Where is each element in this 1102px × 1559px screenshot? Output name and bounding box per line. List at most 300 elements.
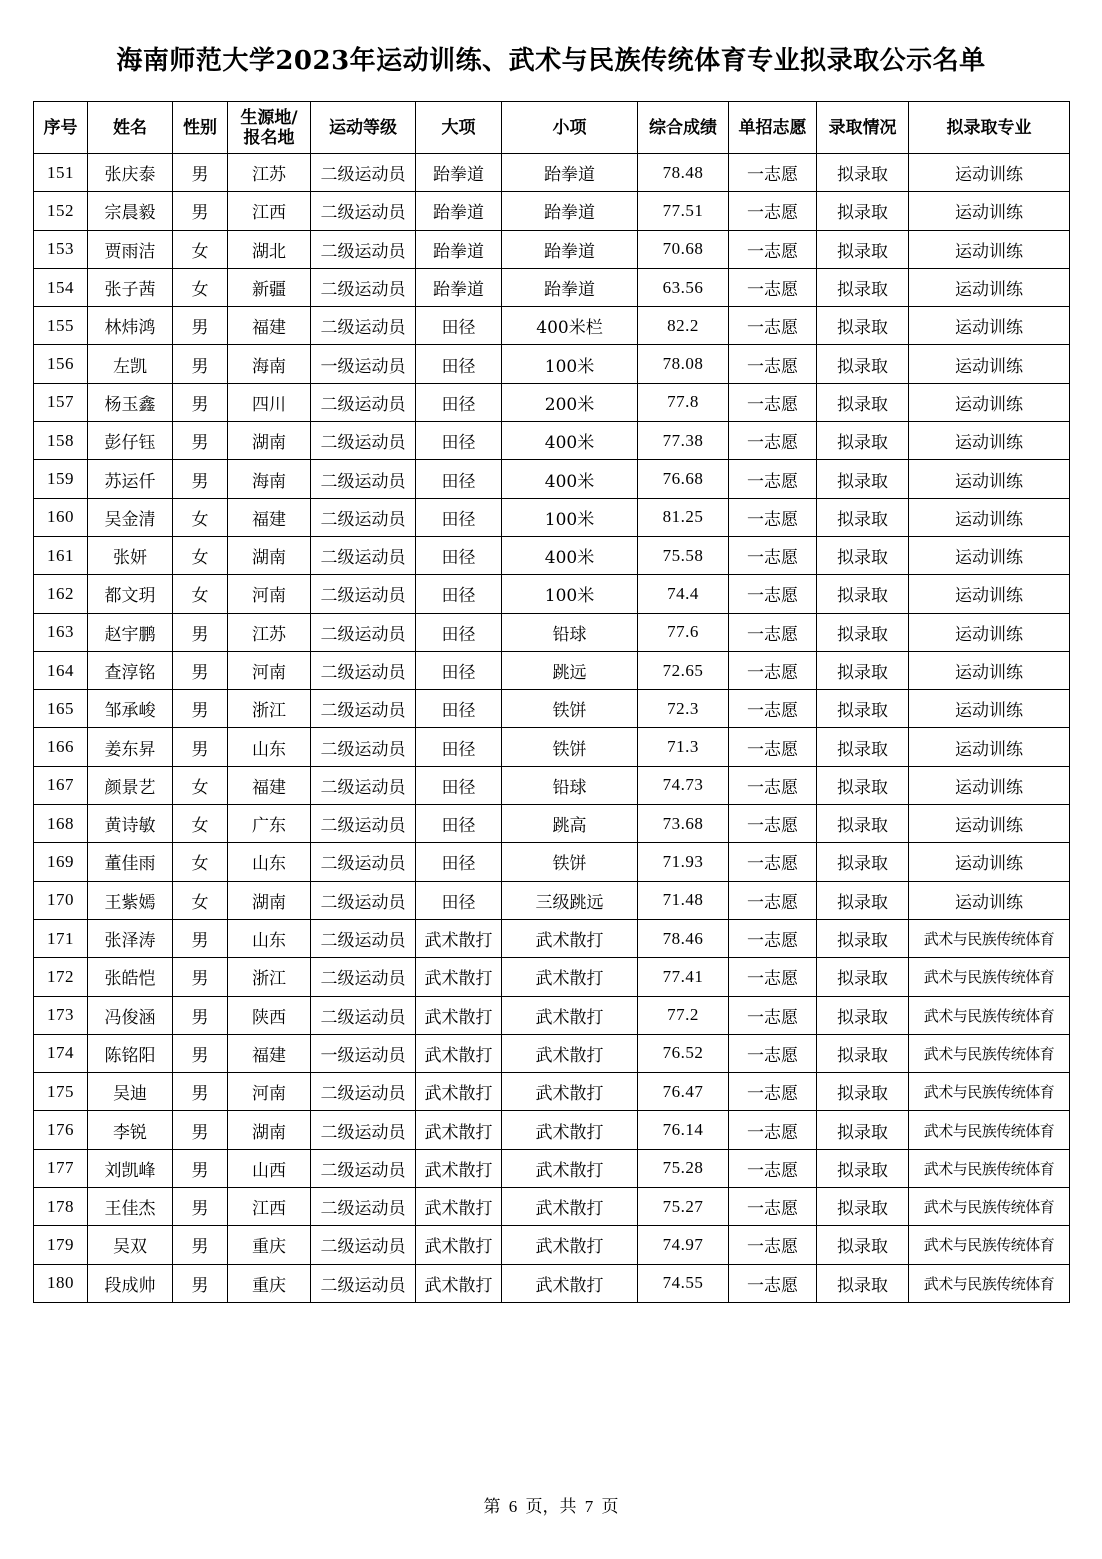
cell-name: 王紫嫣 <box>88 881 173 919</box>
cell-seq: 164 <box>34 651 88 689</box>
table-row <box>34 1111 1070 1149</box>
table-row <box>34 192 1070 230</box>
cell-seq: 166 <box>34 728 88 766</box>
cell-level: 二级运动员 <box>311 690 416 728</box>
header-seq: 序号 <box>34 102 88 154</box>
cell-event: 田径 <box>416 307 502 345</box>
table-row <box>34 575 1070 613</box>
cell-event: 田径 <box>416 613 502 651</box>
cell-level: 二级运动员 <box>311 843 416 881</box>
cell-level: 二级运动员 <box>311 154 416 192</box>
cell-level: 二级运动员 <box>311 498 416 536</box>
cell-gender: 女 <box>173 498 228 536</box>
footer-suffix: 页 <box>601 1497 619 1516</box>
cell-gender: 男 <box>173 958 228 996</box>
cell-event: 田径 <box>416 728 502 766</box>
cell-level: 二级运动员 <box>311 460 416 498</box>
cell-seq: 154 <box>34 268 88 306</box>
cell-major: 运动训练 <box>909 651 1070 689</box>
cell-event: 田径 <box>416 766 502 804</box>
table-row <box>34 1034 1070 1072</box>
cell-score: 77.8 <box>638 383 729 421</box>
table-row <box>34 613 1070 651</box>
table-row <box>34 690 1070 728</box>
cell-major: 武术与民族传统体育 <box>909 1226 1070 1264</box>
cell-origin: 广东 <box>228 805 311 843</box>
cell-event: 武术散打 <box>416 1149 502 1187</box>
cell-seq: 152 <box>34 192 88 230</box>
cell-origin: 湖南 <box>228 881 311 919</box>
cell-gender: 男 <box>173 1188 228 1226</box>
cell-major: 运动训练 <box>909 422 1070 460</box>
cell-major: 运动训练 <box>909 613 1070 651</box>
header-score: 综合成绩 <box>638 102 729 154</box>
cell-score: 81.25 <box>638 498 729 536</box>
cell-choice: 一志愿 <box>729 1188 817 1226</box>
cell-name: 董佳雨 <box>88 843 173 881</box>
cell-event: 田径 <box>416 881 502 919</box>
cell-score: 75.27 <box>638 1188 729 1226</box>
cell-gender: 男 <box>173 690 228 728</box>
cell-choice: 一志愿 <box>729 154 817 192</box>
table-body <box>34 154 1070 1303</box>
cell-level: 二级运动员 <box>311 651 416 689</box>
cell-seq: 157 <box>34 383 88 421</box>
cell-gender: 男 <box>173 613 228 651</box>
cell-name: 张皓恺 <box>88 958 173 996</box>
admission-table <box>33 101 1070 1303</box>
cell-seq: 180 <box>34 1264 88 1302</box>
cell-score: 78.46 <box>638 919 729 957</box>
cell-origin: 陕西 <box>228 996 311 1034</box>
cell-choice: 一志愿 <box>729 345 817 383</box>
cell-seq: 179 <box>34 1226 88 1264</box>
cell-name: 苏运仟 <box>88 460 173 498</box>
cell-choice: 一志愿 <box>729 996 817 1034</box>
cell-gender: 男 <box>173 307 228 345</box>
header-major: 拟录取专业 <box>909 102 1070 154</box>
cell-score: 74.4 <box>638 575 729 613</box>
cell-gender: 女 <box>173 268 228 306</box>
table-row <box>34 843 1070 881</box>
cell-score: 76.52 <box>638 1034 729 1072</box>
cell-choice: 一志愿 <box>729 805 817 843</box>
cell-subevent: 100米 <box>502 345 638 383</box>
cell-name: 赵宇鹏 <box>88 613 173 651</box>
cell-origin: 湖南 <box>228 536 311 574</box>
cell-subevent: 铅球 <box>502 766 638 804</box>
cell-seq: 160 <box>34 498 88 536</box>
cell-score: 75.28 <box>638 1149 729 1187</box>
cell-major: 运动训练 <box>909 843 1070 881</box>
table-row <box>34 958 1070 996</box>
cell-name: 刘凯峰 <box>88 1149 173 1187</box>
cell-name: 左凯 <box>88 345 173 383</box>
cell-event: 武术散打 <box>416 958 502 996</box>
table-row <box>34 383 1070 421</box>
cell-major: 运动训练 <box>909 881 1070 919</box>
cell-name: 黄诗敏 <box>88 805 173 843</box>
header-status: 录取情况 <box>817 102 909 154</box>
cell-score: 77.38 <box>638 422 729 460</box>
cell-choice: 一志愿 <box>729 881 817 919</box>
cell-event: 武术散打 <box>416 1264 502 1302</box>
cell-major: 运动训练 <box>909 728 1070 766</box>
footer-total-pages: 7 <box>584 1497 594 1516</box>
cell-gender: 男 <box>173 345 228 383</box>
cell-seq: 168 <box>34 805 88 843</box>
cell-origin: 江西 <box>228 1188 311 1226</box>
cell-level: 二级运动员 <box>311 613 416 651</box>
cell-seq: 178 <box>34 1188 88 1226</box>
cell-gender: 男 <box>173 651 228 689</box>
cell-choice: 一志愿 <box>729 958 817 996</box>
cell-score: 71.48 <box>638 881 729 919</box>
cell-seq: 163 <box>34 613 88 651</box>
cell-gender: 女 <box>173 881 228 919</box>
cell-origin: 重庆 <box>228 1264 311 1302</box>
cell-event: 跆拳道 <box>416 192 502 230</box>
cell-gender: 男 <box>173 422 228 460</box>
cell-gender: 女 <box>173 230 228 268</box>
cell-name: 张子茜 <box>88 268 173 306</box>
table-row <box>34 498 1070 536</box>
cell-origin: 河南 <box>228 575 311 613</box>
cell-status: 拟录取 <box>817 805 909 843</box>
cell-origin: 福建 <box>228 307 311 345</box>
cell-gender: 男 <box>173 1073 228 1111</box>
header-choice: 单招志愿 <box>729 102 817 154</box>
cell-status: 拟录取 <box>817 843 909 881</box>
cell-level: 二级运动员 <box>311 422 416 460</box>
cell-event: 跆拳道 <box>416 154 502 192</box>
cell-name: 宗晨毅 <box>88 192 173 230</box>
cell-status: 拟录取 <box>817 996 909 1034</box>
cell-gender: 男 <box>173 1264 228 1302</box>
cell-event: 武术散打 <box>416 996 502 1034</box>
cell-event: 田径 <box>416 575 502 613</box>
cell-score: 71.93 <box>638 843 729 881</box>
cell-gender: 男 <box>173 460 228 498</box>
cell-score: 77.51 <box>638 192 729 230</box>
cell-choice: 一志愿 <box>729 690 817 728</box>
cell-subevent: 武术散打 <box>502 1034 638 1072</box>
cell-score: 72.3 <box>638 690 729 728</box>
cell-gender: 男 <box>173 919 228 957</box>
cell-subevent: 武术散打 <box>502 1188 638 1226</box>
cell-name: 张泽涛 <box>88 919 173 957</box>
footer-prefix: 第 <box>483 1497 501 1516</box>
cell-gender: 女 <box>173 536 228 574</box>
cell-subevent: 武术散打 <box>502 919 638 957</box>
cell-origin: 海南 <box>228 460 311 498</box>
cell-status: 拟录取 <box>817 154 909 192</box>
cell-origin: 浙江 <box>228 690 311 728</box>
cell-major: 武术与民族传统体育 <box>909 1034 1070 1072</box>
cell-origin: 江西 <box>228 192 311 230</box>
header-gender: 性别 <box>173 102 228 154</box>
cell-score: 77.2 <box>638 996 729 1034</box>
cell-event: 田径 <box>416 805 502 843</box>
cell-origin: 江苏 <box>228 154 311 192</box>
cell-gender: 男 <box>173 1149 228 1187</box>
cell-status: 拟录取 <box>817 919 909 957</box>
cell-gender: 男 <box>173 1226 228 1264</box>
cell-origin: 山东 <box>228 919 311 957</box>
cell-level: 二级运动员 <box>311 383 416 421</box>
cell-status: 拟录取 <box>817 1188 909 1226</box>
cell-major: 运动训练 <box>909 536 1070 574</box>
cell-score: 77.6 <box>638 613 729 651</box>
cell-status: 拟录取 <box>817 345 909 383</box>
cell-subevent: 100米 <box>502 575 638 613</box>
cell-major: 运动训练 <box>909 192 1070 230</box>
cell-score: 78.48 <box>638 154 729 192</box>
cell-level: 二级运动员 <box>311 805 416 843</box>
cell-major: 武术与民族传统体育 <box>909 1188 1070 1226</box>
cell-level: 二级运动员 <box>311 1226 416 1264</box>
cell-name: 李锐 <box>88 1111 173 1149</box>
cell-origin: 山东 <box>228 728 311 766</box>
cell-seq: 172 <box>34 958 88 996</box>
cell-major: 武术与民族传统体育 <box>909 1149 1070 1187</box>
page-title: 海南师范大学2023年运动训练、武术与民族传统体育专业拟录取公示名单 <box>116 46 986 76</box>
cell-subevent: 100米 <box>502 498 638 536</box>
cell-name: 姜东昇 <box>88 728 173 766</box>
table-row <box>34 154 1070 192</box>
cell-status: 拟录取 <box>817 881 909 919</box>
cell-gender: 男 <box>173 154 228 192</box>
cell-gender: 男 <box>173 996 228 1034</box>
cell-choice: 一志愿 <box>729 1111 817 1149</box>
table-row <box>34 268 1070 306</box>
cell-subevent: 400米栏 <box>502 307 638 345</box>
cell-major: 运动训练 <box>909 498 1070 536</box>
cell-choice: 一志愿 <box>729 1034 817 1072</box>
header-level: 运动等级 <box>311 102 416 154</box>
cell-origin: 新疆 <box>228 268 311 306</box>
cell-choice: 一志愿 <box>729 383 817 421</box>
cell-name: 段成帅 <box>88 1264 173 1302</box>
cell-level: 二级运动员 <box>311 766 416 804</box>
cell-event: 武术散打 <box>416 1073 502 1111</box>
cell-level: 二级运动员 <box>311 575 416 613</box>
cell-score: 76.47 <box>638 1073 729 1111</box>
cell-major: 运动训练 <box>909 230 1070 268</box>
table-row <box>34 460 1070 498</box>
cell-subevent: 跆拳道 <box>502 192 638 230</box>
cell-gender: 男 <box>173 1034 228 1072</box>
cell-event: 田径 <box>416 651 502 689</box>
table-row <box>34 1188 1070 1226</box>
cell-level: 二级运动员 <box>311 1149 416 1187</box>
cell-name: 吴双 <box>88 1226 173 1264</box>
cell-event: 武术散打 <box>416 1226 502 1264</box>
cell-subevent: 跆拳道 <box>502 154 638 192</box>
cell-origin: 江苏 <box>228 613 311 651</box>
cell-subevent: 跳远 <box>502 651 638 689</box>
cell-seq: 170 <box>34 881 88 919</box>
cell-seq: 174 <box>34 1034 88 1072</box>
cell-choice: 一志愿 <box>729 843 817 881</box>
cell-event: 田径 <box>416 383 502 421</box>
cell-choice: 一志愿 <box>729 766 817 804</box>
cell-origin: 福建 <box>228 498 311 536</box>
cell-level: 二级运动员 <box>311 307 416 345</box>
cell-major: 运动训练 <box>909 805 1070 843</box>
cell-event: 武术散打 <box>416 1034 502 1072</box>
cell-status: 拟录取 <box>817 766 909 804</box>
table-row <box>34 345 1070 383</box>
header-subevent: 小项 <box>502 102 638 154</box>
cell-seq: 171 <box>34 919 88 957</box>
cell-name: 林炜鸿 <box>88 307 173 345</box>
cell-origin: 河南 <box>228 1073 311 1111</box>
cell-subevent: 武术散打 <box>502 1149 638 1187</box>
cell-event: 田径 <box>416 498 502 536</box>
cell-subevent: 武术散打 <box>502 1111 638 1149</box>
cell-subevent: 跆拳道 <box>502 230 638 268</box>
cell-seq: 155 <box>34 307 88 345</box>
cell-event: 田径 <box>416 690 502 728</box>
cell-choice: 一志愿 <box>729 536 817 574</box>
cell-status: 拟录取 <box>817 230 909 268</box>
cell-choice: 一志愿 <box>729 192 817 230</box>
cell-score: 74.97 <box>638 1226 729 1264</box>
cell-name: 冯俊涵 <box>88 996 173 1034</box>
cell-gender: 女 <box>173 575 228 613</box>
cell-status: 拟录取 <box>817 575 909 613</box>
cell-subevent: 跳高 <box>502 805 638 843</box>
cell-event: 田径 <box>416 460 502 498</box>
cell-subevent: 武术散打 <box>502 996 638 1034</box>
cell-score: 74.55 <box>638 1264 729 1302</box>
cell-major: 运动训练 <box>909 345 1070 383</box>
cell-major: 武术与民族传统体育 <box>909 996 1070 1034</box>
cell-seq: 169 <box>34 843 88 881</box>
table-row <box>34 651 1070 689</box>
cell-subevent: 铁饼 <box>502 843 638 881</box>
cell-score: 75.58 <box>638 536 729 574</box>
cell-seq: 151 <box>34 154 88 192</box>
cell-level: 一级运动员 <box>311 1034 416 1072</box>
cell-major: 运动训练 <box>909 268 1070 306</box>
cell-event: 武术散打 <box>416 1111 502 1149</box>
cell-status: 拟录取 <box>817 192 909 230</box>
cell-level: 二级运动员 <box>311 1188 416 1226</box>
cell-origin: 湖南 <box>228 1111 311 1149</box>
table-row <box>34 307 1070 345</box>
cell-score: 74.73 <box>638 766 729 804</box>
cell-origin: 福建 <box>228 766 311 804</box>
cell-status: 拟录取 <box>817 268 909 306</box>
cell-subevent: 400米 <box>502 536 638 574</box>
cell-major: 武术与民族传统体育 <box>909 1111 1070 1149</box>
cell-gender: 男 <box>173 1111 228 1149</box>
cell-score: 63.56 <box>638 268 729 306</box>
table-row <box>34 728 1070 766</box>
cell-choice: 一志愿 <box>729 728 817 766</box>
table-row <box>34 422 1070 460</box>
header-origin: 生源地/ 报名地 <box>228 102 311 154</box>
cell-event: 田径 <box>416 536 502 574</box>
cell-subevent: 跆拳道 <box>502 268 638 306</box>
cell-score: 71.3 <box>638 728 729 766</box>
cell-choice: 一志愿 <box>729 230 817 268</box>
cell-seq: 161 <box>34 536 88 574</box>
cell-choice: 一志愿 <box>729 919 817 957</box>
cell-gender: 男 <box>173 192 228 230</box>
cell-seq: 156 <box>34 345 88 383</box>
cell-level: 二级运动员 <box>311 1264 416 1302</box>
cell-level: 二级运动员 <box>311 958 416 996</box>
cell-name: 王佳杰 <box>88 1188 173 1226</box>
cell-seq: 167 <box>34 766 88 804</box>
cell-status: 拟录取 <box>817 690 909 728</box>
table-header-row <box>34 102 1070 154</box>
cell-subevent: 铁饼 <box>502 728 638 766</box>
cell-status: 拟录取 <box>817 1073 909 1111</box>
cell-name: 颜景艺 <box>88 766 173 804</box>
table-row <box>34 1226 1070 1264</box>
cell-status: 拟录取 <box>817 1149 909 1187</box>
cell-name: 陈铭阳 <box>88 1034 173 1072</box>
page-footer <box>0 1492 1102 1517</box>
table-row <box>34 1264 1070 1302</box>
cell-subevent: 武术散打 <box>502 1073 638 1111</box>
cell-level: 二级运动员 <box>311 230 416 268</box>
cell-score: 76.14 <box>638 1111 729 1149</box>
cell-origin: 浙江 <box>228 958 311 996</box>
cell-gender: 女 <box>173 843 228 881</box>
cell-status: 拟录取 <box>817 1264 909 1302</box>
cell-event: 跆拳道 <box>416 230 502 268</box>
cell-major: 武术与民族传统体育 <box>909 958 1070 996</box>
cell-level: 二级运动员 <box>311 728 416 766</box>
table-row <box>34 996 1070 1034</box>
cell-choice: 一志愿 <box>729 268 817 306</box>
cell-major: 运动训练 <box>909 154 1070 192</box>
cell-choice: 一志愿 <box>729 613 817 651</box>
cell-gender: 男 <box>173 383 228 421</box>
cell-status: 拟录取 <box>817 1034 909 1072</box>
cell-score: 70.68 <box>638 230 729 268</box>
cell-name: 杨玉鑫 <box>88 383 173 421</box>
cell-subevent: 三级跳远 <box>502 881 638 919</box>
cell-name: 张妍 <box>88 536 173 574</box>
cell-choice: 一志愿 <box>729 307 817 345</box>
cell-major: 运动训练 <box>909 307 1070 345</box>
cell-status: 拟录取 <box>817 728 909 766</box>
table-row <box>34 1149 1070 1187</box>
cell-major: 运动训练 <box>909 575 1070 613</box>
cell-subevent: 400米 <box>502 460 638 498</box>
cell-seq: 175 <box>34 1073 88 1111</box>
cell-score: 72.65 <box>638 651 729 689</box>
cell-status: 拟录取 <box>817 460 909 498</box>
cell-gender: 女 <box>173 805 228 843</box>
cell-seq: 165 <box>34 690 88 728</box>
cell-level: 二级运动员 <box>311 192 416 230</box>
table-row <box>34 230 1070 268</box>
cell-origin: 海南 <box>228 345 311 383</box>
cell-seq: 158 <box>34 422 88 460</box>
cell-status: 拟录取 <box>817 651 909 689</box>
cell-major: 武术与民族传统体育 <box>909 1073 1070 1111</box>
cell-level: 二级运动员 <box>311 1073 416 1111</box>
cell-level: 二级运动员 <box>311 996 416 1034</box>
cell-origin: 河南 <box>228 651 311 689</box>
